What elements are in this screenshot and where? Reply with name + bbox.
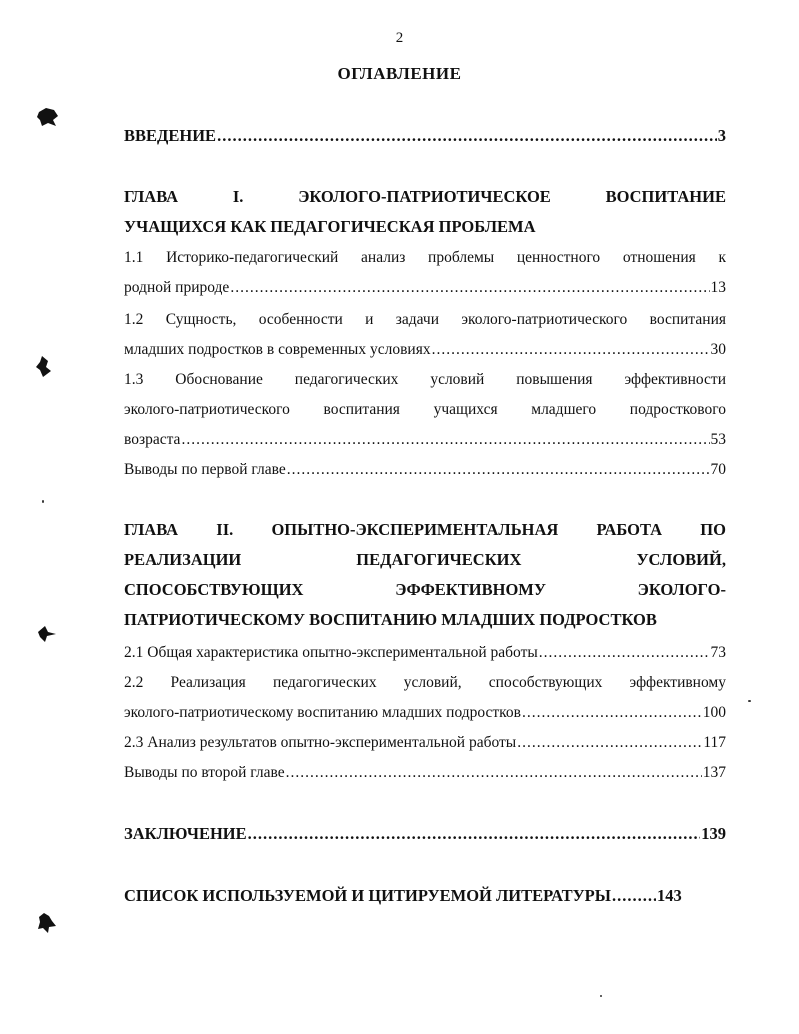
chapter2-word: РАБОТА [596, 520, 663, 539]
chapter2-conclusions-label: Выводы по второй главе [124, 764, 285, 781]
chapter2-heading-line4: ПАТРИОТИЧЕСКОМУ ВОСПИТАНИЮ МЛАДШИХ ПОДРОСТКОВ [124, 610, 657, 629]
bibliography-label: СПИСОК ИСПОЛЬЗУЕМОЙ И ЦИТИРУЕМОЙ ЛИТЕРАТУРЫ [124, 886, 611, 905]
dot-leader [539, 643, 710, 663]
dot-leader [230, 278, 709, 298]
dot-leader [517, 733, 702, 753]
scan-blot-mark [36, 624, 58, 644]
bibliography-page: 143 [656, 886, 682, 905]
toc-entry-1-2[interactable] [124, 340, 726, 360]
chapter1-word: ЭКОЛОГО-ПАТРИОТИЧЕСКОЕ [298, 187, 551, 206]
section-1-1-line2: родной природе [124, 279, 230, 296]
toc-entry-intro[interactable] [124, 126, 726, 146]
toc-entry-1-3[interactable] [124, 430, 726, 450]
chapter2-heading-line1 [124, 520, 726, 540]
section-1-3-line2[interactable]: эколого-патриотического воспитания учащихся младшего подросткового [124, 401, 726, 418]
section-1-1-line1[interactable]: 1.1 Историко-педагогический анализ проблемы ценностного отношения к [124, 249, 726, 266]
chapter2-word: ОПЫТНО-ЭКСПЕРИМЕНТАЛЬНАЯ [271, 520, 559, 539]
section-2-1-label: 2.1 Общая характеристика опытно-экспериментальной работы [124, 644, 538, 661]
chapter1-conclusions-label: Выводы по первой главе [124, 461, 286, 478]
chapter1-conclusions-page: 70 [710, 461, 726, 478]
toc-entry-2-3[interactable] [124, 733, 726, 753]
toc-entry-chapter2-conclusions[interactable] [124, 763, 726, 783]
section-2-1-page: 73 [710, 644, 726, 661]
scan-speck [42, 500, 44, 503]
conclusion-page: 139 [701, 824, 726, 843]
chapter2-conclusions-page: 137 [702, 764, 726, 781]
chapter2-word: ЭКОЛОГО- [637, 580, 726, 599]
scan-speck [748, 700, 751, 702]
section-1-3-page: 53 [710, 431, 726, 448]
chapter2-heading-line2 [124, 550, 726, 570]
dot-leader [286, 763, 702, 783]
chapter2-word: ПО [700, 520, 726, 539]
toc-entry-chapter1-conclusions[interactable] [124, 460, 726, 480]
intro-page: 3 [717, 126, 726, 145]
chapter1-word: ВОСПИТАНИЕ [605, 187, 726, 206]
section-1-2-line1[interactable]: 1.2 Сущность, особенности и задачи эколого-патриотического воспитания [124, 311, 726, 328]
scan-blot-mark [34, 355, 52, 379]
dot-leader [181, 430, 709, 450]
chapter1-heading-line2: УЧАЩИХСЯ КАК ПЕДАГОГИЧЕСКАЯ ПРОБЛЕМА [124, 217, 536, 236]
dot-leader [287, 460, 710, 480]
chapter2-word: УСЛОВИЙ, [636, 550, 726, 569]
dot-leader [432, 340, 710, 360]
section-2-2-line1[interactable]: 2.2 Реализация педагогических условий, способствующих эффективному [124, 674, 726, 691]
section-1-3-line3: возраста [124, 431, 181, 448]
dot-leader [522, 703, 702, 723]
section-1-3-line1[interactable]: 1.3 Обоснование педагогических условий повышения эффективности [124, 371, 726, 388]
dot-leader [217, 126, 717, 146]
scan-speck [600, 995, 602, 997]
toc-entry-1-1[interactable] [124, 278, 726, 298]
toc-entry-conclusion[interactable] [124, 824, 726, 844]
toc-entry-2-1[interactable] [124, 643, 726, 663]
section-2-3-label: 2.3 Анализ результатов опытно-экспериментальной работы [124, 734, 517, 751]
section-1-1-page: 13 [710, 279, 726, 296]
intro-label: ВВЕДЕНИЕ [124, 126, 217, 145]
chapter2-word: ГЛАВА [124, 520, 179, 539]
chapter2-heading-line3 [124, 580, 726, 600]
conclusion-label: ЗАКЛЮЧЕНИЕ [124, 824, 247, 843]
dot-leader [612, 886, 656, 906]
scan-blot-mark [36, 106, 60, 128]
dot-leader [248, 824, 701, 844]
page-number: 2 [395, 30, 404, 46]
section-2-2-line2: эколого-патриотическому воспитанию младших подростков [124, 704, 521, 721]
section-1-2-line2: младших подростков в современных условиях [124, 341, 431, 358]
section-2-2-page: 100 [702, 704, 726, 721]
scan-blot-mark [36, 912, 58, 934]
chapter1-heading-line1 [124, 187, 726, 207]
toc-entry-2-2[interactable] [124, 703, 726, 723]
chapter2-word: РЕАЛИЗАЦИИ [124, 550, 242, 569]
chapter2-word: ЭФФЕКТИВНОМУ [395, 580, 546, 599]
chapter2-numeral: II. [216, 520, 234, 539]
chapter1-numeral: I. [232, 187, 244, 206]
chapter2-word: СПОСОБСТВУЮЩИХ [124, 580, 304, 599]
section-2-3-page: 117 [703, 734, 726, 751]
section-1-2-page: 30 [710, 341, 726, 358]
toc-entry-bibliography[interactable] [124, 886, 726, 906]
chapter2-word: ПЕДАГОГИЧЕСКИХ [356, 550, 522, 569]
chapter1-word: ГЛАВА [124, 187, 179, 206]
toc-title: ОГЛАВЛЕНИЕ [337, 64, 462, 83]
